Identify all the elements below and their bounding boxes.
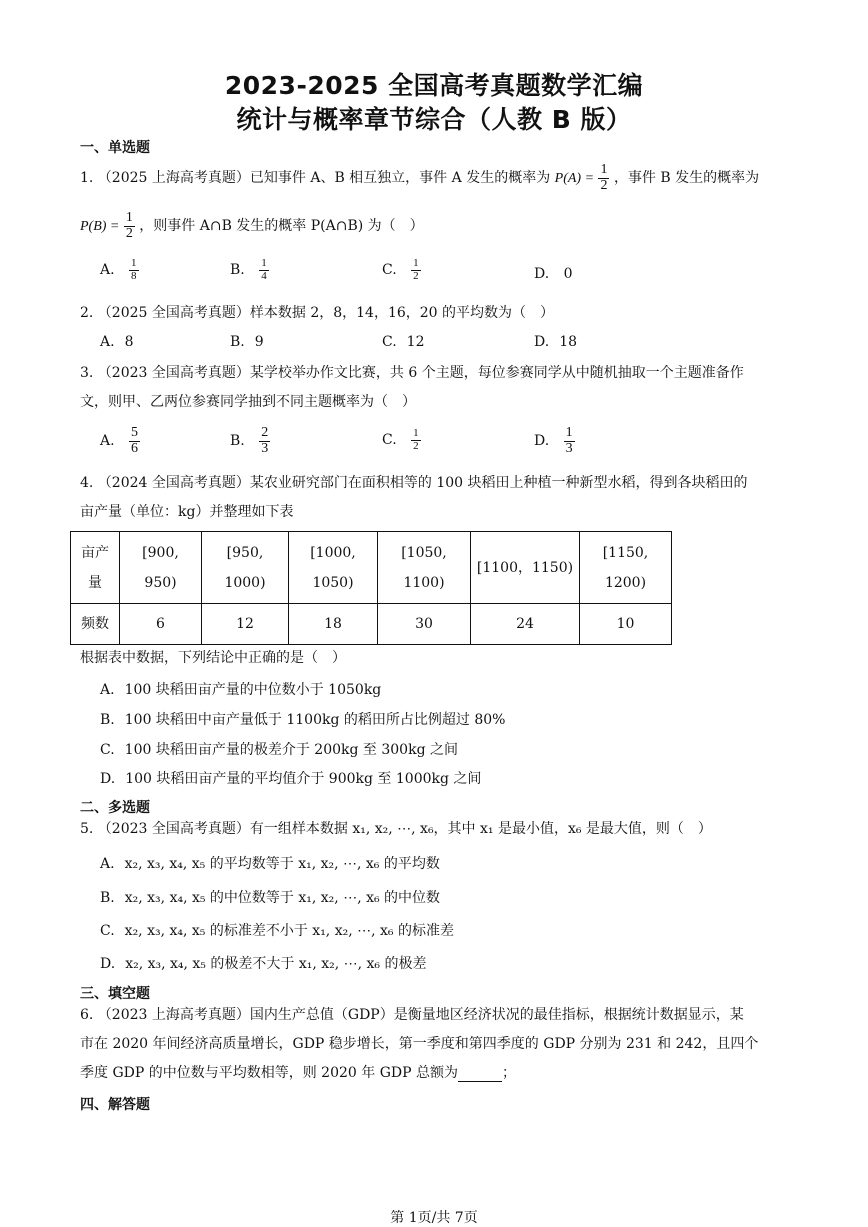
yield-frequency-table [70, 531, 672, 645]
question-6-line-2: 市在 2020 年间经济高质量增长，GDP 稳步增长，第一季度和第四季度的 GDP 分别为 231 和 242，且四个 [80, 1036, 759, 1052]
question-2-option-c: C. 12 [382, 334, 425, 350]
question-1-option-c: C. $\frac{1}{2}$ [382, 257, 419, 282]
table-cell: 12 [202, 604, 289, 645]
section-heading-fill-in: 三、填空题 [80, 986, 150, 1002]
question-4-option-a: A. 100 块稻田亩产量的中位数小于 1050kg [100, 682, 382, 698]
question-2-option-d: D. 18 [534, 334, 578, 350]
table-cell: [1150, 1200) [580, 532, 672, 604]
question-1-option-a: A. $\frac{1}{8}$ [100, 257, 137, 282]
document-title: 2023-2025 全国高考真题数学汇编 [224, 71, 644, 100]
section-heading-single-choice: 一、单选题 [80, 140, 150, 156]
question-3-line-1: 3. （2023 全国高考真题）某学校举办作文比赛，共 6 个主题，每位参赛同学从中随机抽取一个主题准备作 [80, 365, 744, 381]
section-heading-multiple-choice: 二、多选题 [80, 800, 150, 816]
question-1-expr-pa: P(A) = [554, 171, 595, 187]
fraction-one-half: $\frac{1}{2}$ [125, 210, 133, 241]
table-row [71, 532, 672, 604]
option-fraction: $\frac{1}{2}$ [413, 427, 419, 452]
question-4-option-d: D. 100 块稻田亩产量的平均值介于 900kg 至 1000kg 之间 [100, 771, 482, 787]
question-1-text-end: ，则事件 A∩B 发生的概率 P(A∩B) 为（ ） [139, 218, 424, 235]
table-cell: 6 [120, 604, 202, 645]
option-fraction: $\frac{5}{6}$ [131, 425, 139, 456]
option-fraction: $\frac{2}{3}$ [261, 425, 269, 456]
table-cell: 18 [289, 604, 378, 645]
answer-blank[interactable] [458, 1067, 502, 1082]
table-cell: [1050, 1100) [378, 532, 471, 604]
question-5-text: 5. （2023 全国高考真题）有一组样本数据 x₁, x₂, ⋯, x₆，其中 x₁ 是最小值，x₆ 是最大值，则（ ） [80, 821, 712, 837]
table-header-cell: 亩产 量 [71, 532, 120, 604]
question-2-text: 2. （2025 全国高考真题）样本数据 2，8，14，16，20 的平均数为（ ） [80, 305, 555, 321]
table-cell: [950, 1000) [202, 532, 289, 604]
table-cell: 30 [378, 604, 471, 645]
question-1-line-1 [80, 163, 759, 193]
question-3-line-2: 文，则甲、乙两位参赛同学抽到不同主题概率为（ ） [80, 394, 416, 410]
table-row [71, 604, 672, 645]
question-4-line-1: 4. （2024 全国高考真题）某农业研究部门在面积相等的 100 块稻田上种植一种新型水稻，得到各块稻田的 [80, 475, 748, 491]
question-1-expr-pb: P(B) = [80, 219, 120, 235]
question-3-option-d: D. $\frac{1}{3}$ [534, 425, 573, 456]
section-heading-solution: 四、解答题 [80, 1097, 150, 1113]
table-cell: 10 [580, 604, 672, 645]
table-cell: [1000, 1050) [289, 532, 378, 604]
fraction-one-half: $\frac{1}{2}$ [600, 162, 608, 193]
question-4-option-c: C. 100 块稻田亩产量的极差介于 200kg 至 300kg 之间 [100, 742, 458, 758]
table-cell: [1100，1150) [471, 532, 580, 604]
document-subtitle: 统计与概率章节综合（人教 B 版） [236, 105, 632, 134]
question-4-option-b: B. 100 块稻田中亩产量低于 1100kg 的稻田所占比例超过 80% [100, 712, 506, 728]
question-3-option-a: A. $\frac{5}{6}$ [100, 425, 139, 456]
table-cell: 24 [471, 604, 580, 645]
option-fraction: $\frac{1}{3}$ [565, 425, 573, 456]
question-4-prompt: 根据表中数据，下列结论中正确的是（ ） [80, 650, 346, 666]
table-cell: [900, 950) [120, 532, 202, 604]
question-6-line-1: 6. （2023 上海高考真题）国内生产总值（GDP）是衡量地区经济状况的最佳指标，根据统计数据显示，某 [80, 1007, 744, 1023]
question-5-option-d: D. x₂, x₃, x₄, x₅ 的极差不大于 x₁, x₂, ⋯, x₆ 的极差 [100, 956, 427, 972]
option-fraction: $\frac{1}{8}$ [131, 257, 137, 282]
question-5-option-b: B. x₂, x₃, x₄, x₅ 的中位数等于 x₁, x₂, ⋯, x₆ 的中位数 [100, 890, 441, 906]
question-5-option-c: C. x₂, x₃, x₄, x₅ 的标准差不小于 x₁, x₂, ⋯, x₆ 的标准差 [100, 923, 454, 939]
question-1-line-2 [80, 211, 424, 241]
question-5-option-a: A. x₂, x₃, x₄, x₅ 的平均数等于 x₁, x₂, ⋯, x₆ 的平均数 [100, 856, 440, 872]
page-footer: 第 1页/共 7页 [390, 1210, 478, 1226]
option-fraction: $\frac{1}{4}$ [261, 257, 267, 282]
question-1-option-d: D. 0 [534, 266, 573, 282]
question-3-option-c: C. $\frac{1}{2}$ [382, 427, 419, 452]
question-2-option-b: B. 9 [230, 334, 264, 350]
question-3-option-b: B. $\frac{2}{3}$ [230, 425, 269, 456]
question-6-line-3: 季度 GDP 的中位数与平均数相等，则 2020 年 GDP 总额为 ； [80, 1065, 516, 1081]
question-1-text-tail: ，事件 B 发生的概率为 [613, 170, 760, 187]
question-1-text: 1. （2025 上海高考真题）已知事件 A、B 相互独立，事件 A 发生的概率为 [80, 170, 551, 187]
option-fraction: $\frac{1}{2}$ [413, 257, 419, 282]
question-2-option-a: A. 8 [100, 334, 134, 350]
table-header-cell: 频数 [71, 604, 120, 645]
question-1-option-b: B. $\frac{1}{4}$ [230, 257, 267, 282]
question-4-line-2: 亩产量（单位：kg）并整理如下表 [80, 504, 294, 520]
